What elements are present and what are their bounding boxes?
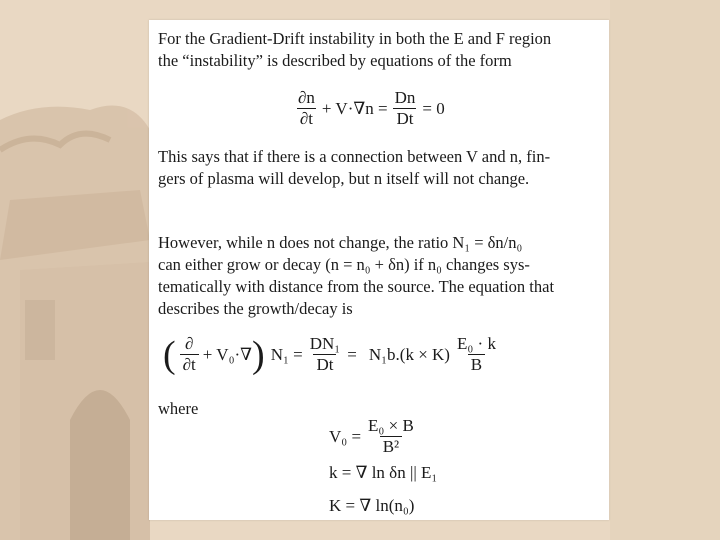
paragraph-1-line-2: the “instability” is described by equations of the form xyxy=(158,51,512,70)
paragraph-3-line-4: describes the growth/decay is xyxy=(158,299,353,318)
eq2-close-paren: ) xyxy=(252,333,265,376)
paragraph-1-line-1: For the Gradient-Drift instability in both the E and F region xyxy=(158,29,552,48)
equation-gradient-vector: K = ∇ ln(n₀) xyxy=(329,496,415,515)
paragraph-2-line-2: gers of plasma will develop, but n itself will not change. xyxy=(158,169,530,188)
eq2-partial-den: ∂t xyxy=(180,354,199,375)
eq2-drift-term: + V₀·∇ xyxy=(202,344,253,364)
eq2-DN1-num: DN₁ xyxy=(309,334,341,353)
eq1-equals-zero: = 0 xyxy=(422,98,445,118)
eq1-Dn-Dt-den: Dt xyxy=(393,108,416,129)
eq2-partial-num: ∂ xyxy=(185,334,194,353)
eq1-dn-dt-den: ∂t xyxy=(297,108,316,129)
eq3-num: E₀ × B xyxy=(368,416,414,435)
paragraph-2-line-1: This says that if there is a connection between V and n, fin- xyxy=(158,147,551,166)
eq1-advection-term: + V·∇n = xyxy=(321,98,388,118)
eq2-open-paren: ( xyxy=(163,333,176,376)
eq2-n1-equals: N₁ = xyxy=(270,344,303,364)
stone-tower-illustration xyxy=(0,106,150,540)
paragraph-3-line-3: tematically with distance from the source. The equation that xyxy=(158,277,555,296)
eq2-equals: = xyxy=(347,344,357,364)
paragraph-3-line-1: However, while n does not change, the ratio N₁ = δn/n₀ xyxy=(158,233,523,252)
paragraph-3-line-2: can either grow or decay (n = n₀ + δn) if n₀ changes sys- xyxy=(158,255,530,274)
equation-drift-velocity xyxy=(329,416,421,457)
eq3-den: B² xyxy=(380,436,402,457)
right-shading xyxy=(610,0,720,540)
eq1-dn-dt-num: ∂n xyxy=(298,88,315,107)
content-panel xyxy=(149,20,609,520)
eq2-E0k-num: E₀ · k xyxy=(456,334,496,353)
where-label: where xyxy=(158,399,199,418)
eq2-DN1-den: Dt xyxy=(313,354,336,375)
eq2-E0k-den: B xyxy=(468,354,485,375)
eq3-lhs: V₀ = xyxy=(329,426,362,446)
eq2-rhs: N₁b.(k × K) xyxy=(368,344,450,364)
equation-continuity xyxy=(291,88,445,129)
equation-wave-vector: k = ∇ ln δn || E₁ xyxy=(329,463,438,482)
equation-growth-decay xyxy=(163,334,503,375)
eq1-Dn-Dt-num: Dn xyxy=(394,88,416,107)
